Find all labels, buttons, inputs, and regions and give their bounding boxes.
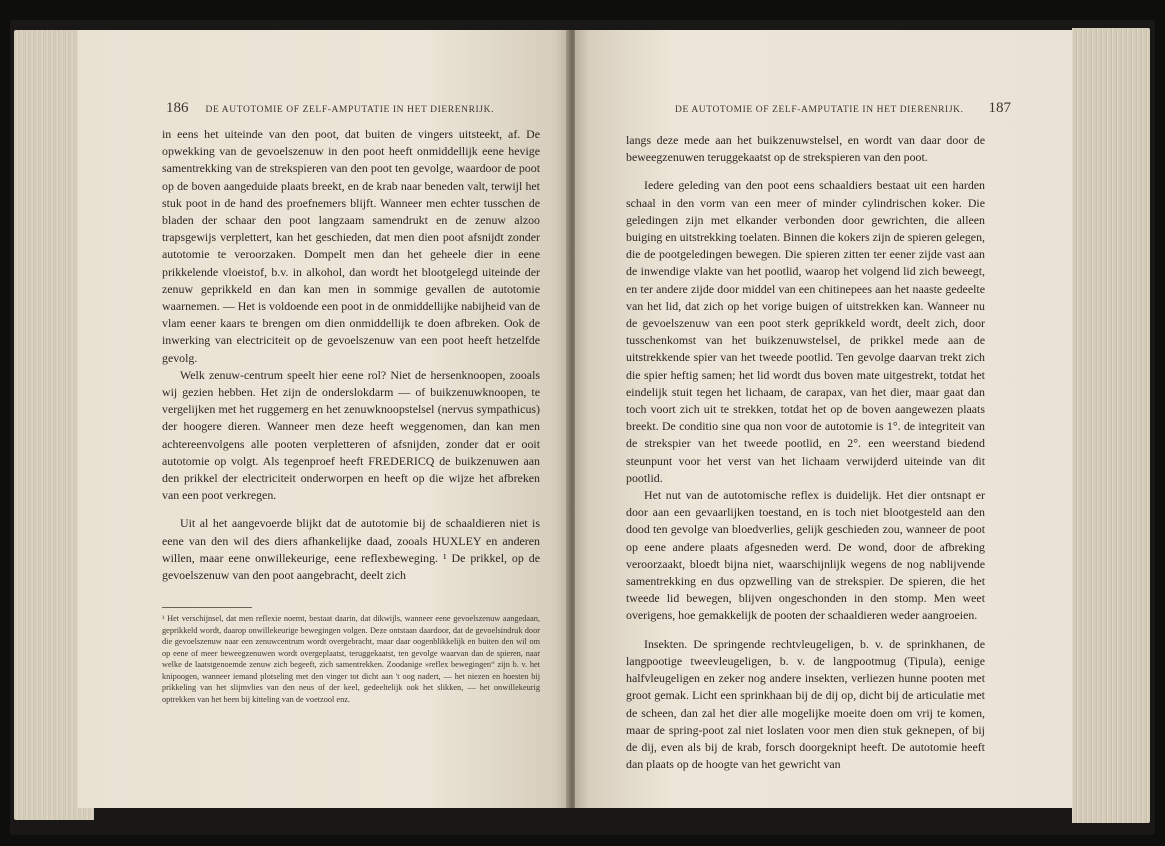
right-page-number: 187	[988, 100, 1012, 116]
right-page-body	[626, 132, 985, 773]
right-page-edges	[1072, 28, 1150, 823]
left-paragraph-2: Welk zenuw-centrum speelt hier eene rol? Niet de hersenknoopen, zooals wij gezien hebben. Het zijn de onderslokdarm — of buikzenuwknoopen, te vergelijken met het ruggemerg en het zenuwknoopstelsel (nervus sympathicus) der hoogere dieren. Wanneer men deze heeft weggenomen, dan kan men achtereenvolgens alle pooten verpletteren of afsnijden, zonder dat er ooit autotomie op volgt. Als tegenproef heeft FREDERICQ de buikzenuwen aan den prikkel der electriciteit onderworpen en heeft op die wijze het afbreken van een poot verkregen.	[162, 367, 540, 503]
left-paragraph-3: Uit al het aangevoerde blijkt dat de autotomie bij de schaaldieren niet is eene van den wil des diers afhankelijke daad, zooals HUXLEY en anderen willen, maar eene onwillekeurige, eene reflexbeweging. ¹ De prikkel, op de gevoelszenuw van den poot aangebracht, deelt zich	[162, 516, 540, 583]
left-paragraph-1: in eens het uiteinde van den poot, dat buiten de vingers uitsteekt, af. De opwekking van de gevoelszenuw in den poot heeft onmiddellijk eene hevige samentrekking van de strekspieren van den poot ten gevolge, waardoor de poot op de boven aangeduide plaats breekt, en de krab naar beneden valt, terwijl het stuk poot in de hand des proefnemers blijft. Wanneer men echter tusschen de bladen der schaar den poot langzaam samendrukt en de zenuw alzoo trapsgewijs verplettert, kan het geschieden, dat men dien poot afsnijdt zonder autotomie te veroorzaken. Dompelt men dan het geheele dier in eene prikkelende vloeistof, b.v. in alkohol, dan wordt het blootgelegd uiteinde der zenuw geprikkeld en dan kan men in sommige gevallen de autotomie waarnemen. — Het is voldoende een poot in de onmiddellijke nabijheid van de vlam eener kaars te brengen om dien onmiddellijk te doen afbreken. Ook de inwerking van electriciteit op de gevoelszenuw van een poot heeft hetzelfde gevolg.	[162, 127, 540, 365]
left-page-header	[166, 100, 494, 117]
footnote-rule	[162, 607, 252, 608]
right-paragraph-4: Insekten. De springende rechtvleugeligen, b. v. de sprinkhanen, de langpootige tweevleugeligen, b. v. de langpootmug (Tipula), eenige halfvleugeligen en zeker nog andere insekten, verliezen hunne pooten met groot gemak. Licht een sprinkhaan bij de dij op, dicht bij de articulatie met de scheen, dan zal het dier alle mogelijke moeite doen om vrij te komen, maar de spring-poot zal niet loslaten voor men dien stuk geknepen, of bij de dij, even als bij de krab, forsch doorgeknipt heeft. De autotomie heeft dan plaats op de hoogte van het gewricht van	[626, 636, 985, 772]
left-page-body	[162, 126, 540, 584]
left-running-head: DE AUTOTOMIE OF ZELF-AMPUTATIE IN HET DIERENRIJK.	[205, 105, 495, 115]
right-page-header	[675, 100, 1011, 117]
left-page-number: 186	[166, 100, 189, 116]
left-footnote: ¹ Het verschijnsel, dat men reflexie noemt, bestaat daarin, dat dikwijls, wanneer eene gevoelszenuw aangedaan, geprikkeld wordt, daarop onwillekeurige bewegingen volgen. Deze ontstaan daardoor, dat de gevoelsindruk door die gevoelszenuw naar een zenuwcentrum wordt overgebracht, maar daar oogenblikkelijk en buiten den wil om op eene of meer beweegzenuwen wordt overgeplaatst, teruggekaatst, ten gevolge waarvan dan de spieren, naar welke de laatstgenoemde zenuw zich begeeft, zich samentrekken. Zoodanige »reflex bewegingen“ zijn b. v. het knipoogen, wanneer iemand plotseling met den vinger tot dicht aan 't oog nadert, — het niezen en hoesten bij prikkeling van het slijmvlies van den neus of der keel, gedeeltelijk ook het slikken, — het onwillekeurig optrekken van het been bij kitteling van de voetzool enz.	[162, 614, 540, 704]
right-paragraph-1: langs deze mede aan het buikzenuwstelsel, en wordt van daar door de beweegzenuwen teruggekaatst op de strekspieren van den poot.	[626, 133, 985, 165]
left-page	[78, 30, 570, 808]
right-running-head: DE AUTOTOMIE OF ZELF-AMPUTATIE IN HET DIERENRIJK.	[675, 105, 964, 115]
right-paragraph-3: Het nut van de autotomische reflex is duidelijk. Het dier ontsnapt er door aan een gevaarlijken toestand, en is toch niet blootgesteld aan den dood ten gevolge van bloedverlies, gelijk geschieden zou, wanneer de poot op eene andere plaats afgesneden werd. De wond, door de afbreking veroorzaakt, bloedt bijna niet, waarschijnlijk wegens de nog nablijvende samentrekking en dus opzwelling van de strekspier. De spieren, die het tweede lid bewegen, blijven ongeschonden in den stomp. Men weet overigens, hoe gemakkelijk de pooten der schaaldieren weder aangroeien.	[626, 488, 985, 623]
right-paragraph-2: Iedere geleding van den poot eens schaaldiers bestaat uit een harden schaal in den vorm van een meer of minder cylindrischen koker. Die geledingen zijn met elkander verbonden door gewrichten, die alleen buiging en uitstrekking toelaten. Binnen die kokers zijn de spieren gelegen, die de pootgeledingen bewegen. Die spieren zitten ter eener zijde vast aan de inwendige vlakte van het pootlid, waarop het volgend lid zich beweegt, en ter andere zijde door middel van een chitinepees aan het naaste gedeelte van het lid, dat zich op het vorige buigen of uitstrekken kan. Wanneer nu de gevoelszenuw van een poot sterk geprikkeld wordt, deelt zich, door tusschenkomst van het buikzenuwstelsel, de prikkel mede aan de uitstrekkende spier van het tweede pootlid. Ten gevolge daarvan trekt zich die spier heftig samen; het lid wordt dus boven mate uitgestrekt, totdat het eindelijk stuit tegen het lichaam, de carapax, van het dier, maar gaat dan toch voort zich uit te strekken, totdat het op de boven aangewezen plaats breekt. De conditio sine qua non voor de autotomie is 1°. de integriteit van de strekspier van het tweede pootlid, en 2°. een weerstand biedend steunpunt voor het verst van het lichaam verwijderd uiteinde van dit pootlid.	[626, 178, 985, 485]
right-page	[575, 30, 1072, 808]
